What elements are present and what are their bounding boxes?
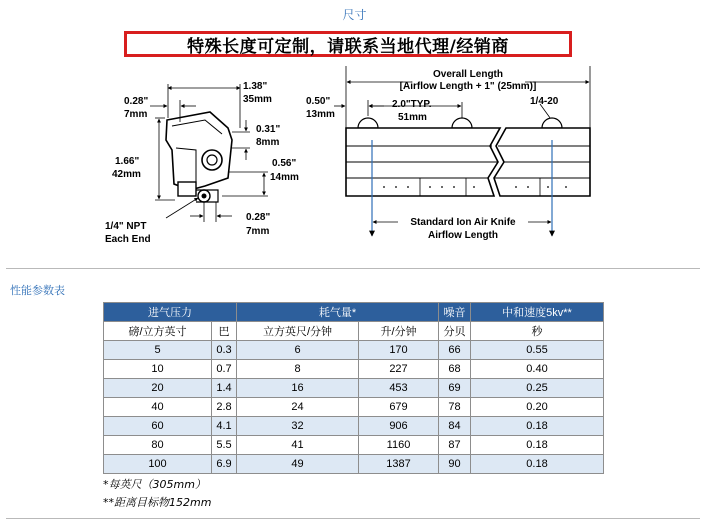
table-row xyxy=(104,360,604,379)
dim-166-in: 1.66" xyxy=(115,156,140,167)
table-cell: 69 xyxy=(439,379,471,398)
table-cell: 0.40 xyxy=(471,360,604,379)
airflow-length-label: Airflow Length xyxy=(428,230,498,241)
table-cell: 0.7 xyxy=(212,360,237,379)
typ-spacing-mm: 51mm xyxy=(398,112,427,123)
unit-bar: 巴 xyxy=(212,322,237,341)
table-cell: 4.1 xyxy=(212,417,237,436)
table-cell: 906 xyxy=(359,417,439,436)
table-cell: 6.9 xyxy=(212,455,237,474)
performance-section-title: 性能参数表 xyxy=(10,284,65,297)
table-cell: 10 xyxy=(104,360,212,379)
table-cell: 68 xyxy=(439,360,471,379)
table-cell: 87 xyxy=(439,436,471,455)
table-cell: 0.3 xyxy=(212,341,237,360)
table-row xyxy=(104,417,604,436)
group-header-row xyxy=(104,303,604,322)
dim-056-mm: 14mm xyxy=(270,172,299,183)
dim-138-in: 1.38" xyxy=(243,81,268,92)
dim-050-in: 0.50" xyxy=(306,96,331,107)
unit-psi: 磅/立方英寸 xyxy=(104,322,212,341)
table-cell: 80 xyxy=(104,436,212,455)
table-cell: 90 xyxy=(439,455,471,474)
unit-lpm: 升/分钟 xyxy=(359,322,439,341)
header-noise: 噪音 xyxy=(439,303,471,322)
table-cell: 24 xyxy=(237,398,359,417)
dimensions-section-title: 尺寸 xyxy=(342,8,367,22)
overall-length-label: Overall Length xyxy=(432,69,504,80)
divider-bottom xyxy=(6,518,700,519)
npt-label: 1/4" NPT xyxy=(105,221,147,232)
table-cell: 32 xyxy=(237,417,359,436)
table-cell: 6 xyxy=(237,341,359,360)
table-cell: 66 xyxy=(439,341,471,360)
divider-top xyxy=(6,268,700,269)
table-cell: 8 xyxy=(237,360,359,379)
footnote-per-foot: *每英尺（305mm） xyxy=(103,478,206,491)
table-cell: 49 xyxy=(237,455,359,474)
dim-056-in: 0.56" xyxy=(272,158,297,169)
table-row xyxy=(104,379,604,398)
table-cell: 679 xyxy=(359,398,439,417)
thread-label: 1/4-20 xyxy=(530,96,559,107)
performance-table xyxy=(103,302,604,474)
table-cell: 0.20 xyxy=(471,398,604,417)
table-cell: 0.18 xyxy=(471,436,604,455)
table-cell: 0.55 xyxy=(471,341,604,360)
table-cell: 41 xyxy=(237,436,359,455)
table-cell: 78 xyxy=(439,398,471,417)
table-cell: 0.18 xyxy=(471,417,604,436)
footnote-distance: **距离目标物152mm xyxy=(103,496,212,509)
table-cell: 1160 xyxy=(359,436,439,455)
table-cell: 170 xyxy=(359,341,439,360)
table-cell: 1.4 xyxy=(212,379,237,398)
dim-028b-in: 0.28" xyxy=(246,212,271,223)
overall-length-formula: [Airflow Length + 1" (25mm)] xyxy=(399,81,537,92)
dim-031-in: 0.31" xyxy=(256,124,281,135)
table-cell: 40 xyxy=(104,398,212,417)
npt-each-end: Each End xyxy=(105,234,151,245)
table-cell: 5 xyxy=(104,341,212,360)
dim-028b-mm: 7mm xyxy=(246,226,270,237)
table-cell: 5.5 xyxy=(212,436,237,455)
table-row xyxy=(104,436,604,455)
header-inlet-pressure: 进气压力 xyxy=(104,303,237,322)
unit-header-row xyxy=(104,322,604,341)
header-neutralize-speed: 中和速度5kv** xyxy=(471,303,604,322)
table-cell: 20 xyxy=(104,379,212,398)
table-row xyxy=(104,341,604,360)
table-cell: 1387 xyxy=(359,455,439,474)
unit-scfm: 立方英尺/分钟 xyxy=(237,322,359,341)
typ-spacing-in: 2.0"TYP. xyxy=(392,99,432,110)
dim-050-mm: 13mm xyxy=(306,109,335,120)
custom-length-banner: 特殊长度可定制，请联系当地代理/经销商 xyxy=(124,31,572,57)
table-cell: 227 xyxy=(359,360,439,379)
table-row xyxy=(104,398,604,417)
dim-031-mm: 8mm xyxy=(256,137,280,148)
table-cell: 453 xyxy=(359,379,439,398)
air-knife-label: Standard Ion Air Knife xyxy=(410,217,516,228)
unit-seconds: 秒 xyxy=(471,322,604,341)
dim-166-mm: 42mm xyxy=(112,169,141,180)
table-cell: 0.18 xyxy=(471,455,604,474)
table-cell: 60 xyxy=(104,417,212,436)
table-cell: 0.25 xyxy=(471,379,604,398)
dimension-drawing xyxy=(0,60,709,260)
dim-138-mm: 35mm xyxy=(243,94,272,105)
table-cell: 84 xyxy=(439,417,471,436)
table-cell: 16 xyxy=(237,379,359,398)
dim-028-in: 0.28" xyxy=(124,96,149,107)
table-cell: 100 xyxy=(104,455,212,474)
dim-028-mm: 7mm xyxy=(124,109,148,120)
table-row xyxy=(104,455,604,474)
header-air-consumption: 耗气量* xyxy=(237,303,439,322)
table-cell: 2.8 xyxy=(212,398,237,417)
unit-db: 分贝 xyxy=(439,322,471,341)
